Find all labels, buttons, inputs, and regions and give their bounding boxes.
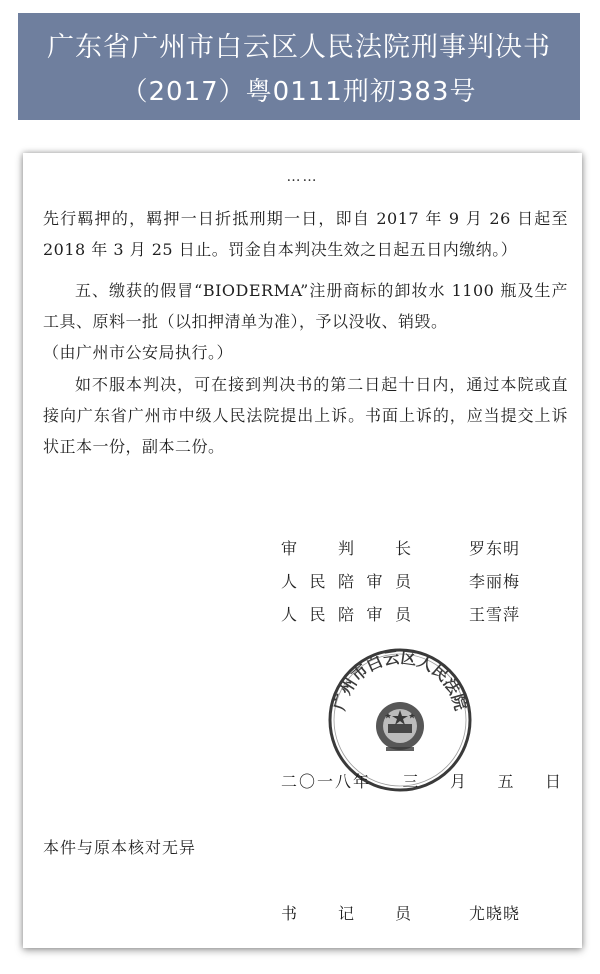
paragraph-appeal: 如不服本判决，可在接到判决书的第二日起十日内，通过本院或直接向广东省广州市中级人民法院提出上诉。书面上诉的，应当提交上诉状正本一份，副本二份。 — [43, 375, 568, 456]
signature-name: 罗东明 — [469, 539, 521, 558]
signature-name: 尤晓晓 — [469, 904, 521, 923]
signature-name: 王雪萍 — [469, 605, 521, 624]
signature-row-chief-judge — [281, 536, 581, 568]
signature-title: 人 民 陪 审 员 — [281, 605, 411, 624]
signature-title: 书 记 员 — [281, 904, 411, 923]
national-emblem-icon — [376, 702, 424, 751]
signature-row-juror-2 — [281, 602, 581, 634]
paragraph-executor: （由广州市公安局执行。） — [43, 343, 234, 362]
paragraph-confiscation: 五、缴获的假冒“BIODERMA”注册商标的卸妆水 1100 瓶及生产工具、原料一批（以扣押清单为准），予以没收、销毁。 — [43, 281, 568, 331]
judgment-date: 二〇一八年 三 月 五 日 — [281, 772, 561, 791]
seal-text: 广州市白云区人民法院 — [329, 647, 471, 713]
title-banner — [18, 13, 580, 120]
document-page — [23, 153, 582, 948]
signature-title: 审 判 长 — [281, 539, 411, 558]
verification-note: 本件与原本核对无异 — [43, 838, 197, 857]
signature-row-juror-1 — [281, 569, 581, 601]
paragraph-detention: 先行羁押的，羁押一日折抵刑期一日，即自 2017 年 9 月 26 日起至 2018 年 3 月 25 日止。罚金自本判决生效之日起五日内缴纳。） — [43, 209, 568, 259]
document-title: 广东省广州市白云区人民法院刑事判决书 — [47, 32, 551, 63]
ellipsis-marker: …… — [286, 169, 319, 185]
case-number: （2017）粤0111刑初383号 — [121, 77, 477, 107]
signature-row-clerk — [281, 901, 581, 933]
signature-name: 李丽梅 — [469, 572, 521, 591]
signature-title: 人 民 陪 审 员 — [281, 572, 411, 591]
